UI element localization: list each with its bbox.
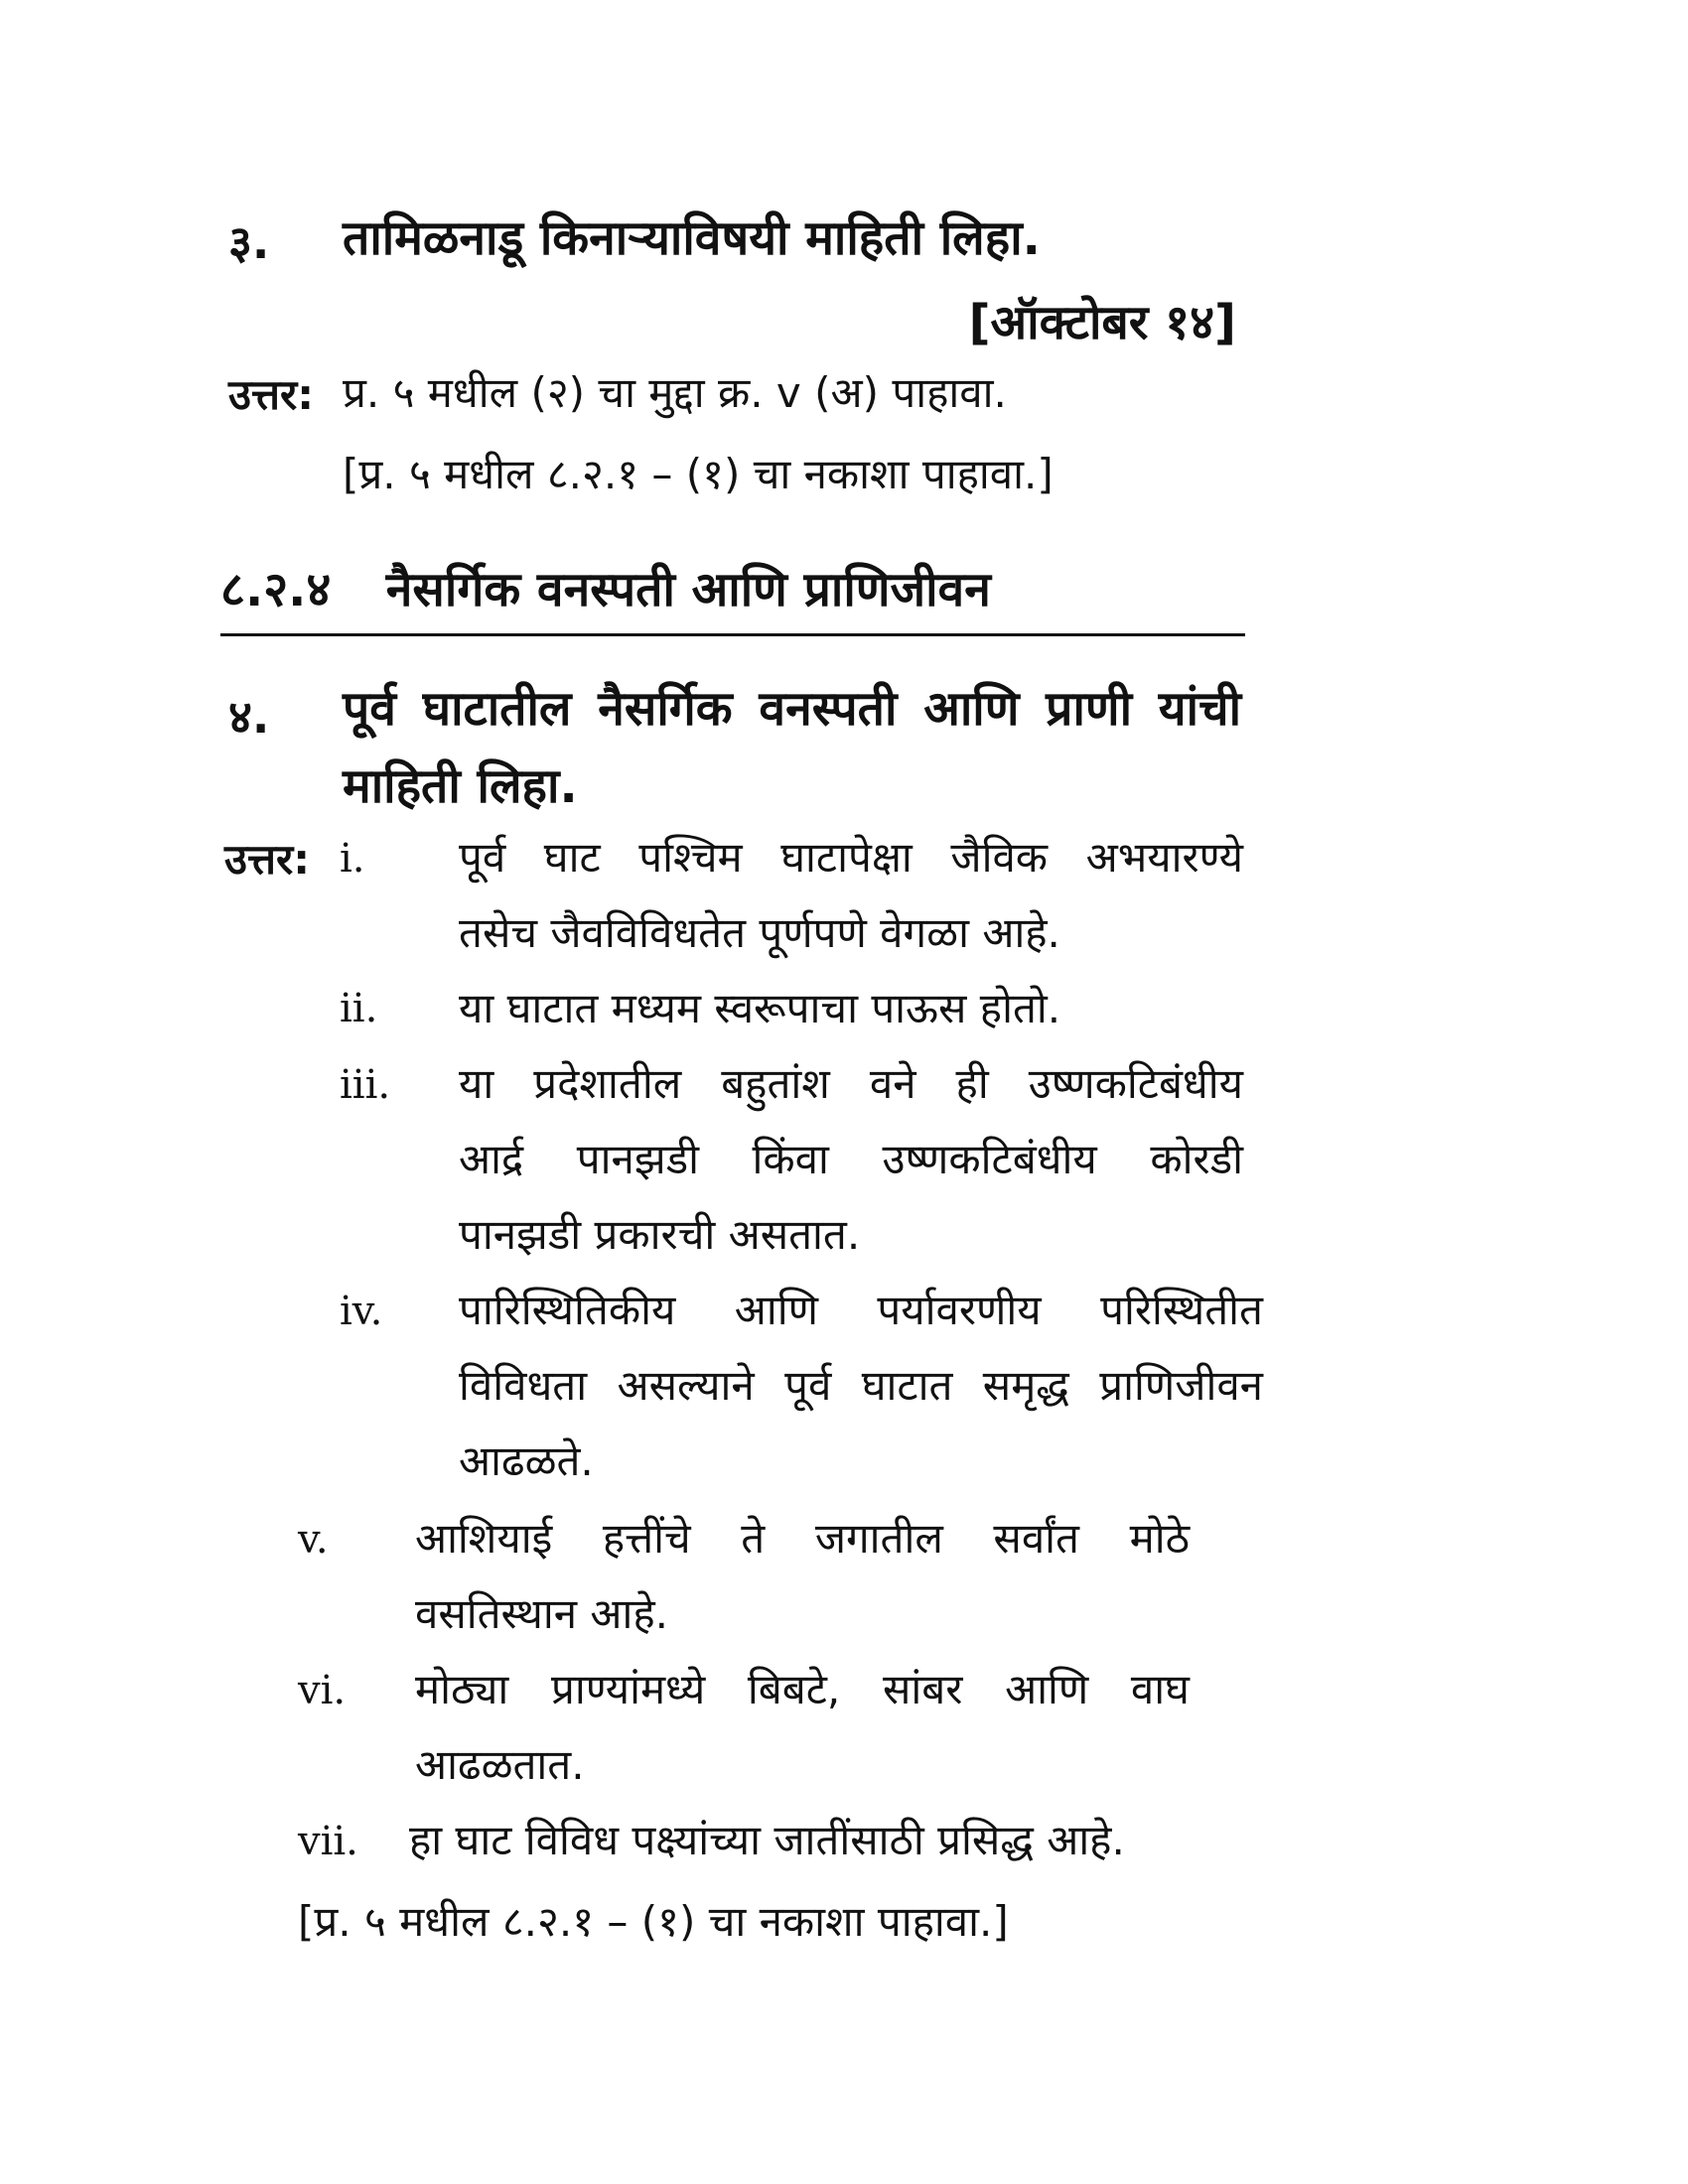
list-marker: v.	[298, 1517, 329, 1563]
question-text-line-1: पूर्व घाटातील नैसर्गिक वनस्पती आणि प्राणी यांची	[343, 681, 1241, 737]
list-item-line: हा घाट विविध पक्ष्यांच्या जातींसाठी प्रसिद्ध आहे.	[409, 1816, 1125, 1864]
section-number: ८.२.४	[220, 562, 332, 617]
list-marker: vi.	[298, 1668, 347, 1713]
list-marker: vii.	[298, 1819, 358, 1864]
list-item-line: मोठ्या प्राण्यांमध्ये बिबटे, सांबर आणि वाघ	[415, 1665, 1190, 1713]
question-text: तामिळनाडू किनाऱ्याविषयी माहिती लिहा.	[343, 210, 1041, 266]
question-number: ४.	[228, 690, 270, 744]
list-item-line: आशियाई हत्तींचे ते जगातील सर्वांत मोठे	[415, 1514, 1190, 1563]
list-item-line: पारिस्थितिकीय आणि पर्यावरणीय परिस्थितीत	[459, 1286, 1263, 1334]
list-marker: ii.	[340, 986, 378, 1031]
list-item-line: आढळतात.	[415, 1740, 585, 1789]
map-reference: [प्र. ५ मधील ८.२.१ – (१) चा नकाशा पाहावा.]	[343, 450, 1054, 498]
list-item-line: पानझडी प्रकारची असतात.	[459, 1210, 861, 1259]
section-divider	[220, 633, 1245, 636]
answer-label: उत्तर:	[228, 370, 315, 419]
section-heading	[220, 556, 991, 620]
map-reference: [प्र. ५ मधील ८.२.१ – (१) चा नकाशा पाहावा.]	[298, 1897, 1009, 1946]
list-item-line: या प्रदेशातील बहुतांश वने ही उष्णकटिबंधीय	[459, 1059, 1243, 1108]
list-marker: i.	[340, 836, 365, 882]
question-number: ३.	[228, 215, 270, 269]
list-item-line: तसेच जैवविविधतेत पूर्णपणे वेगळा आहे.	[459, 908, 1060, 957]
answer-text: प्र. ५ मधील (२) चा मुद्दा क्र. v (अ) पाहावा.	[343, 368, 1007, 417]
list-item-line: आढळते.	[459, 1436, 594, 1485]
answer-label: उत्तर:	[224, 835, 311, 884]
list-item-line: या घाटात मध्यम स्वरूपाचा पाऊस होतो.	[459, 984, 1061, 1032]
list-item-line: पूर्व घाट पश्चिम घाटापेक्षा जैविक अभयारण्ये	[459, 833, 1243, 882]
list-marker: iii.	[340, 1062, 391, 1108]
list-item-line: विविधता असल्याने पूर्व घाटात समृद्ध प्राणिजीवन	[459, 1361, 1263, 1410]
exam-tag: [ऑक्टोबर १४]	[968, 295, 1236, 350]
question-text-line-2: माहिती लिहा.	[343, 758, 578, 814]
list-item-line: वसतिस्थान आहे.	[415, 1589, 669, 1638]
list-marker: iv.	[340, 1289, 383, 1334]
list-item-line: आर्द्र पानझडी किंवा उष्णकटिबंधीय कोरडी	[459, 1135, 1243, 1183]
section-title: नैसर्गिक वनस्पती आणि प्राणिजीवन	[385, 562, 991, 617]
